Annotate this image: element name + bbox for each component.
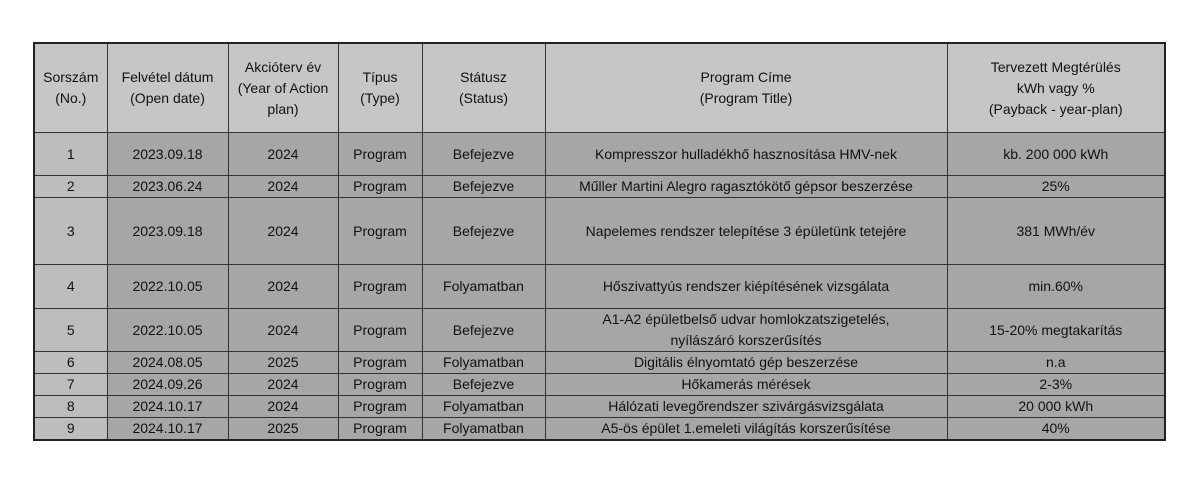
cell-type: Program	[338, 374, 422, 396]
table-row	[34, 133, 1165, 176]
cell-status: Befejezve	[422, 309, 545, 352]
table-row	[34, 352, 1165, 374]
cell-date: 2024.08.05	[107, 352, 228, 374]
table-row	[34, 396, 1165, 418]
header-open-date: Felvétel dátum (Open date)	[107, 43, 228, 133]
cell-title: A1-A2 épületbelső udvar homlokzatszigetelés, nyílászáró korszerűsítés	[545, 309, 947, 352]
cell-type: Program	[338, 133, 422, 176]
cell-year: 2025	[228, 418, 338, 441]
header-payback: Tervezett Megtérülés kWh vagy % (Payback - year-plan)	[947, 43, 1165, 133]
cell-year: 2024	[228, 198, 338, 265]
cell-type: Program	[338, 309, 422, 352]
cell-date: 2022.10.05	[107, 309, 228, 352]
cell-year: 2024	[228, 265, 338, 309]
cell-no: 8	[34, 396, 107, 418]
cell-payback: min.60%	[947, 265, 1165, 309]
cell-payback: n.a	[947, 352, 1165, 374]
cell-title: Hőszivattyús rendszer kiépítésének vizsgálata	[545, 265, 947, 309]
cell-type: Program	[338, 198, 422, 265]
cell-no: 6	[34, 352, 107, 374]
table-row	[34, 374, 1165, 396]
cell-status: Folyamatban	[422, 265, 545, 309]
cell-status: Folyamatban	[422, 396, 545, 418]
cell-type: Program	[338, 352, 422, 374]
cell-date: 2023.09.18	[107, 198, 228, 265]
cell-date: 2024.09.26	[107, 374, 228, 396]
cell-payback: 2-3%	[947, 374, 1165, 396]
cell-date: 2023.09.18	[107, 133, 228, 176]
cell-payback: 40%	[947, 418, 1165, 441]
cell-no: 7	[34, 374, 107, 396]
cell-title: Műller Martini Alegro ragasztókötő gépsor beszerzése	[545, 176, 947, 198]
cell-year: 2025	[228, 352, 338, 374]
cell-no: 9	[34, 418, 107, 441]
cell-year: 2024	[228, 374, 338, 396]
header-status: Státusz (Status)	[422, 43, 545, 133]
cell-type: Program	[338, 418, 422, 441]
cell-payback: kb. 200 000 kWh	[947, 133, 1165, 176]
cell-year: 2024	[228, 309, 338, 352]
table-row	[34, 309, 1165, 352]
cell-year: 2024	[228, 176, 338, 198]
cell-payback: 15-20% megtakarítás	[947, 309, 1165, 352]
cell-no: 2	[34, 176, 107, 198]
cell-status: Befejezve	[422, 176, 545, 198]
cell-status: Folyamatban	[422, 352, 545, 374]
table-row	[34, 418, 1165, 441]
table-row	[34, 265, 1165, 309]
cell-type: Program	[338, 265, 422, 309]
cell-title: Hálózati levegőrendszer szivárgásvizsgálata	[545, 396, 947, 418]
header-type: Típus (Type)	[338, 43, 422, 133]
cell-title: Digitális élnyomtató gép beszerzése	[545, 352, 947, 374]
cell-type: Program	[338, 396, 422, 418]
cell-status: Befejezve	[422, 374, 545, 396]
cell-payback: 25%	[947, 176, 1165, 198]
cell-status: Befejezve	[422, 198, 545, 265]
header-action-year: Akcióterv év (Year of Action plan)	[228, 43, 338, 133]
cell-type: Program	[338, 176, 422, 198]
cell-date: 2022.10.05	[107, 265, 228, 309]
cell-title: Hőkamerás mérések	[545, 374, 947, 396]
table-row	[34, 198, 1165, 265]
cell-payback: 20 000 kWh	[947, 396, 1165, 418]
cell-no: 5	[34, 309, 107, 352]
cell-title: Napelemes rendszer telepítése 3 épületünk tetejére	[545, 198, 947, 265]
cell-no: 1	[34, 133, 107, 176]
header-no: Sorszám (No.)	[34, 43, 107, 133]
cell-date: 2023.06.24	[107, 176, 228, 198]
cell-title: Kompresszor hulladékhő hasznosítása HMV-nek	[545, 133, 947, 176]
cell-title: A5-ös épület 1.emeleti világítás korszerűsítése	[545, 418, 947, 441]
cell-status: Folyamatban	[422, 418, 545, 441]
cell-year: 2024	[228, 396, 338, 418]
action-plan-table	[33, 42, 1166, 441]
cell-date: 2024.10.17	[107, 418, 228, 441]
cell-no: 4	[34, 265, 107, 309]
cell-no: 3	[34, 198, 107, 265]
cell-year: 2024	[228, 133, 338, 176]
cell-status: Befejezve	[422, 133, 545, 176]
header-row	[34, 43, 1165, 133]
table-row	[34, 176, 1165, 198]
cell-payback: 381 MWh/év	[947, 198, 1165, 265]
header-program-title: Program Címe (Program Title)	[545, 43, 947, 133]
cell-date: 2024.10.17	[107, 396, 228, 418]
